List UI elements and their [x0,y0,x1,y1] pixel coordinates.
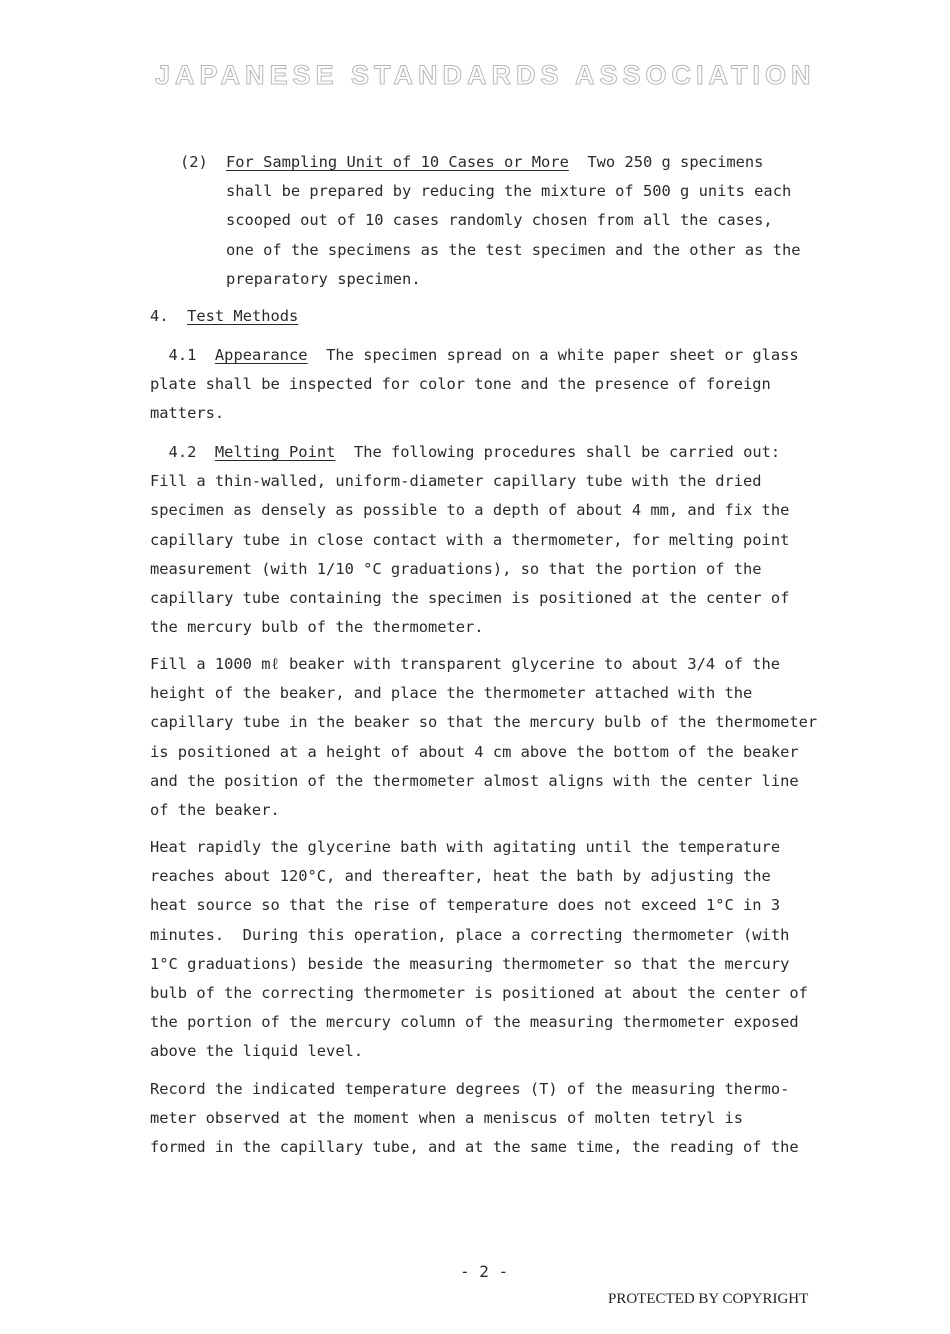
subsection-heading: Melting Point [214,443,336,461]
copyright-notice: PROTECTED BY COPYRIGHT [608,1291,809,1307]
paragraph-line: heat source so that the rise of temperature does not exceed 1°C in 3 [150,896,781,915]
paragraph-line: 1°C graduations) beside the measuring thermometer so that the mercury [150,954,790,973]
paragraph-line: reaches about 120°C, and thereafter, heat the bath by adjusting the [150,867,771,886]
page-number: - 2 - [460,1262,509,1281]
item-line: scooped out of 10 cases randomly chosen from all the cases, [226,211,773,230]
subsection-number: 4.2 [168,443,197,461]
paragraph-line: Heat rapidly the glycerine bath with agitating until the temperature [150,838,781,856]
section-title: Test Methods [187,307,299,325]
paragraph-line: minutes. During this operation, place a correcting thermometer (with [150,925,790,944]
paragraph-line: The following procedures shall be carried out: [353,443,781,461]
paragraph-line: height of the beaker, and place the thermometer attached with the [150,684,753,703]
paragraph-line: Record the indicated temperature degrees (T) of the measuring thermo- [150,1080,790,1098]
section-heading [150,302,298,331]
paragraph-line: measurement (with 1/10 °C graduations), so that the portion of the [150,559,762,578]
paragraph-line: bulb of the correcting thermometer is positioned at about the center of [150,984,808,1003]
section-4-1 [150,341,799,429]
item-line: one of the specimens as the test specimen and the other as the [226,240,801,259]
paragraph-line: of the beaker. [150,801,280,820]
item-2-text [226,148,801,294]
paragraph-line: capillary tube in close contact with a thermometer, for melting point [150,530,790,549]
watermark: JAPANESE STANDARDS ASSOCIATION [155,60,816,90]
section-number: 4. [150,307,169,325]
paragraph-line: matters. [150,404,225,423]
section-4-2 [150,438,789,642]
paragraph-line: The specimen spread on a white paper sheet or glass [326,346,799,364]
paragraph-line: formed in the capillary tube, and at the same time, the reading of the [150,1138,799,1157]
item-number: (2) [180,153,208,171]
paragraph-line: Fill a thin-walled, uniform-diameter capillary tube with the dried [150,472,762,491]
paragraph-line: is positioned at a height of about 4 cm above the bottom of the beaker [150,742,799,761]
paragraph-line: capillary tube containing the specimen is positioned at the center of [150,589,790,608]
subsection-heading: Appearance [214,346,308,364]
paragraph-record [150,1075,799,1163]
paragraph-beaker [150,650,817,825]
paragraph-line: and the position of the thermometer almost aligns with the center line [150,771,799,790]
paragraph-line: Fill a 1000 mℓ beaker with transparent glycerine to about 3/4 of the [150,655,781,673]
paragraph-line: plate shall be inspected for color tone and the presence of foreign [150,375,771,394]
paragraph-line: capillary tube in the beaker so that the mercury bulb of the thermometer [150,713,818,732]
paragraph-line: the mercury bulb of the thermometer. [150,618,484,637]
item-line: Two 250 g specimens [587,153,764,171]
item-heading: For Sampling Unit of 10 Cases or More [226,153,569,171]
paragraph-line: the portion of the mercury column of the measuring thermometer exposed [150,1013,799,1032]
item-line: preparatory specimen. [226,269,421,288]
paragraph-line: meter observed at the moment when a meniscus of molten tetryl is [150,1109,744,1128]
subsection-number: 4.1 [168,346,197,364]
item-line: shall be prepared by reducing the mixture of 500 g units each [226,182,792,201]
paragraph-heating [150,833,808,1067]
paragraph-line: specimen as densely as possible to a depth of about 4 mm, and fix the [150,501,790,520]
paragraph-line: above the liquid level. [150,1042,364,1061]
